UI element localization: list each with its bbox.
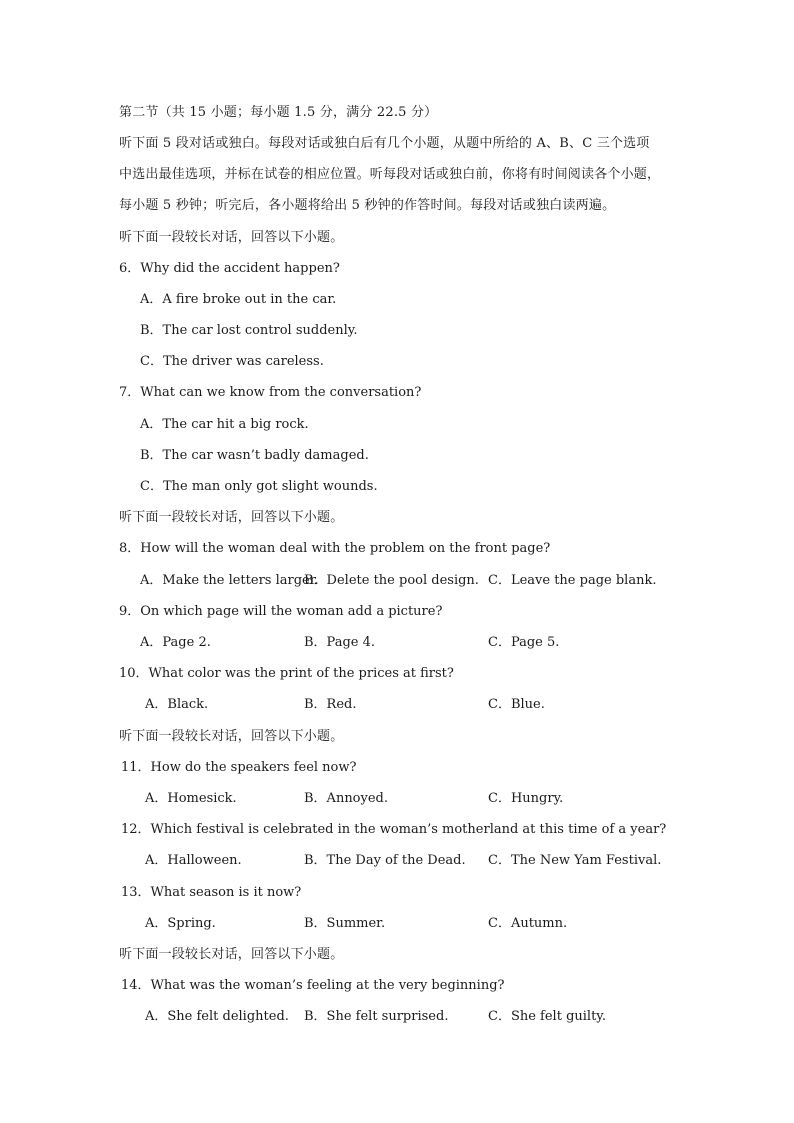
- question-8-option-c[interactable]: C．Leave the page blank.: [488, 573, 657, 588]
- instruction-line-2: 中选出最佳选项，并标在试卷的相应位置。听每段对话或独白前，你将有时间阅读各个小题，: [119, 167, 661, 182]
- question-11-option-c[interactable]: C．Hungry.: [488, 791, 564, 806]
- question-10-option-b[interactable]: B．Red.: [304, 697, 357, 712]
- question-9-option-b[interactable]: B．Page 4.: [304, 635, 376, 650]
- question-14-option-b[interactable]: B．She felt surprised.: [304, 1009, 449, 1024]
- question-9-option-a[interactable]: A．Page 2.: [140, 635, 211, 650]
- question-12-option-b[interactable]: B．The Day of the Dead.: [304, 853, 466, 868]
- question-10-option-c[interactable]: C．Blue.: [488, 697, 545, 712]
- question-13-option-c[interactable]: C．Autumn.: [488, 916, 568, 931]
- question-13-option-a[interactable]: A．Spring.: [145, 916, 216, 931]
- question-12-option-a[interactable]: A．Halloween.: [145, 853, 242, 868]
- question-6: 6．Why did the accident happen?: [119, 261, 340, 276]
- group-header: 听下面一段较长对话，回答以下小题。: [119, 510, 344, 525]
- question-8-option-a[interactable]: A．Make the letters larger.: [140, 573, 319, 588]
- question-14: 14．What was the woman’s feeling at the very beginning?: [121, 978, 505, 993]
- group-header: 听下面一段较长对话，回答以下小题。: [119, 230, 344, 245]
- question-11-option-b[interactable]: B．Annoyed.: [304, 791, 389, 806]
- question-13-option-b[interactable]: B．Summer.: [304, 916, 386, 931]
- question-12-option-c[interactable]: C．The New Yam Festival.: [488, 853, 662, 868]
- question-6-option-c[interactable]: C．The driver was careless.: [140, 354, 324, 369]
- question-6-option-b[interactable]: B．The car lost control suddenly.: [140, 323, 358, 338]
- question-7: 7．What can we know from the conversation?: [119, 385, 422, 400]
- instruction-line-1: 听下面 5 段对话或独白。每段对话或独白后有几个小题，从题中所给的 A、B、C 三个选项: [119, 136, 650, 151]
- section-title: 第二节（共 15 小题；每小题 1.5 分，满分 22.5 分）: [119, 105, 438, 120]
- question-11: 11．How do the speakers feel now?: [121, 760, 357, 775]
- question-14-option-a[interactable]: A．She felt delighted.: [145, 1009, 289, 1024]
- question-7-option-c[interactable]: C．The man only got slight wounds.: [140, 479, 378, 494]
- question-11-option-a[interactable]: A．Homesick.: [145, 791, 237, 806]
- question-8: 8．How will the woman deal with the problem on the front page?: [119, 541, 551, 556]
- question-9: 9．On which page will the woman add a picture?: [119, 604, 443, 619]
- question-7-option-b[interactable]: B．The car wasn’t badly damaged.: [140, 448, 369, 463]
- group-header: 听下面一段较长对话，回答以下小题。: [119, 729, 344, 744]
- question-7-option-a[interactable]: A．The car hit a big rock.: [140, 417, 309, 432]
- question-10-option-a[interactable]: A．Black.: [145, 697, 209, 712]
- question-14-option-c[interactable]: C．She felt guilty.: [488, 1009, 607, 1024]
- question-10: 10．What color was the print of the prices at first?: [119, 666, 454, 681]
- instruction-line-3: 每小题 5 秒钟；听完后，各小题将给出 5 秒钟的作答时间。每段对话或独白读两遍。: [119, 198, 616, 213]
- question-8-option-b[interactable]: B．Delete the pool design.: [304, 573, 479, 588]
- question-13: 13．What season is it now?: [121, 885, 302, 900]
- group-header: 听下面一段较长对话，回答以下小题。: [119, 947, 344, 962]
- question-6-option-a[interactable]: A．A fire broke out in the car.: [140, 292, 337, 307]
- question-9-option-c[interactable]: C．Page 5.: [488, 635, 560, 650]
- question-12: 12．Which festival is celebrated in the woman’s motherland at this time of a year?: [121, 822, 667, 837]
